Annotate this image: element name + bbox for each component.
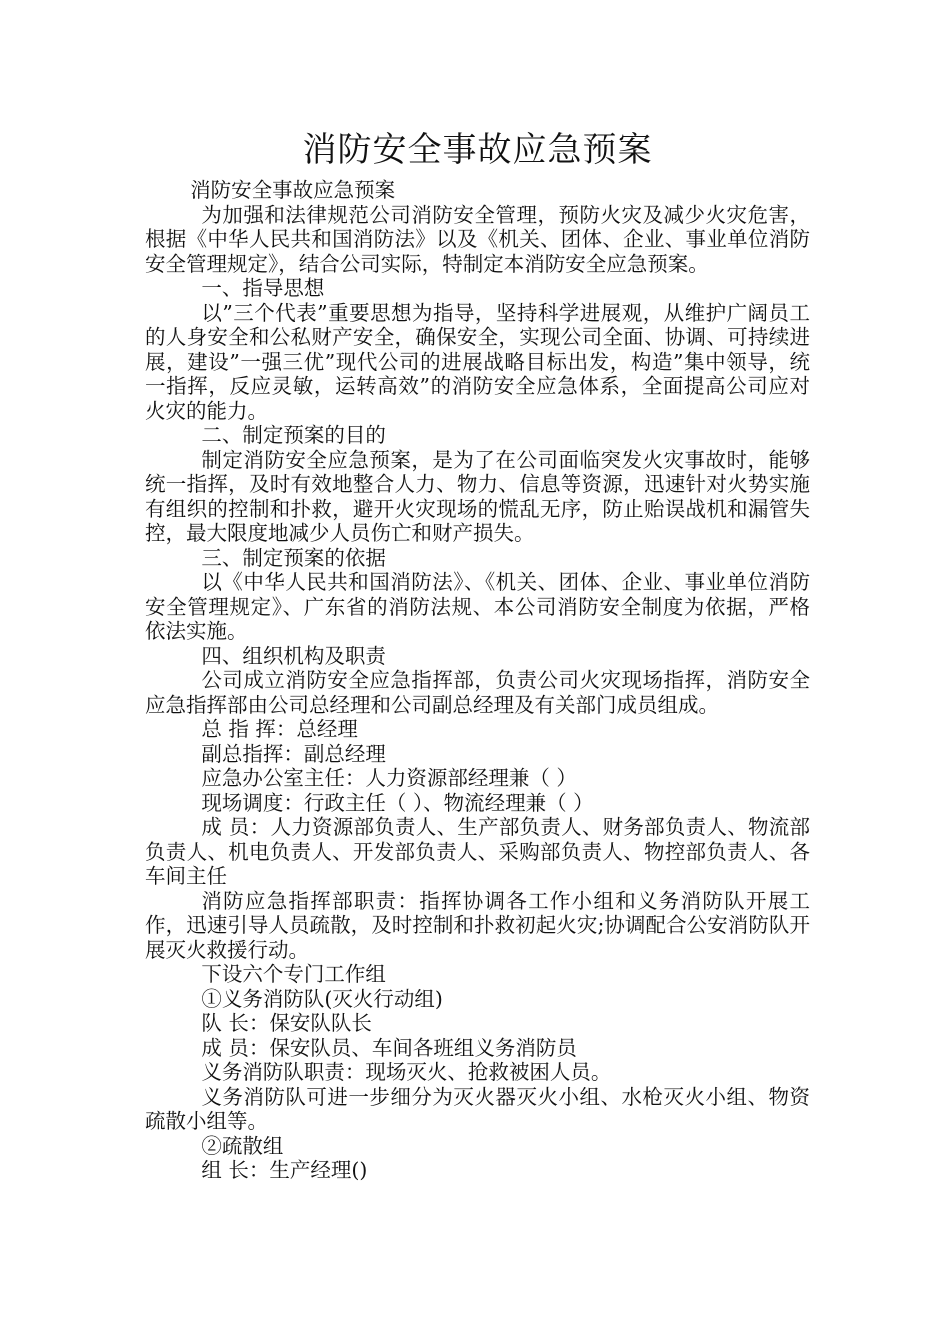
role-line: 应急办公室主任：人力资源部经理兼（ ） xyxy=(201,766,577,790)
paragraph: 义务消防队职责：现场灭火、抢救被困人员。 xyxy=(201,1060,612,1084)
section-heading: 一、指导思想 xyxy=(201,276,325,300)
role-line: 现场调度：行政主任（ ）、物流经理兼（ ） xyxy=(201,790,594,815)
document-title: 消防安全事故应急预案 xyxy=(302,130,653,170)
paragraph: 为加强和法律规范公司消防安全管理，预防火灾及减少火灾危害，根据《中华人民共和国消防法》以及《机关、团体、企业、事业单位消防安全管理规定》，结合公司实际，特制定本消防安全应急预案。 xyxy=(145,202,810,276)
paragraph: 义务消防队可进一步细分为灭火器灭火小组、水枪灭火小组、物资疏散小组等。 xyxy=(145,1084,810,1133)
section-heading: 三、制定预案的依据 xyxy=(201,545,386,570)
role-line: 成 员：保安队员、车间各班组义务消防员 xyxy=(201,1035,577,1060)
section-heading: 四、组织机构及职责 xyxy=(201,643,386,668)
role-line: 组 长：生产经理() xyxy=(201,1158,368,1182)
paragraph: 公司成立消防安全应急指挥部，负责公司火灾现场指挥，消防安全应急指挥部由公司总经理和公司副总经理及有关部门成员组成。 xyxy=(145,668,810,717)
section-heading: 二、制定预案的目的 xyxy=(201,423,386,447)
paragraph: 制定消防安全应急预案，是为了在公司面临突发火灾事故时，能够统一指挥，及时有效地整合人力、物力、信息等资源，迅速针对火势实施有组织的控制和扑救，避开火灾现场的慌乱无序，防止贻误战机和漏管失控，最大限度地减少人员伤亡和财产损失。 xyxy=(145,447,810,545)
group-heading: ②疏散组 xyxy=(201,1133,284,1158)
paragraph: 消防应急指挥部职责：指挥协调各工作小组和义务消防队开展工作，迅速引导人员疏散，及时控制和扑救初起火灾;协调配合公安消防队开展灭火救援行动。 xyxy=(145,888,810,962)
role-line: 成 员：人力资源部负责人、生产部负责人、财务部负责人、物流部负责人、机电负责人、开发部负责人、采购部负责人、物控部负责人、各车间主任 xyxy=(145,815,810,888)
paragraph: 以”三个代表”重要思想为指导，坚持科学进展观，从维护广阔员工的人身安全和公私财产安全，确保安全，实现公司全面、协调、可持续进展，建设”一强三优”现代公司的进展战略目标出发，构造”集中领导，统一指挥，反应灵敏，运转高效”的消防安全应急体系，全面提高公司应对火灾的能力。 xyxy=(145,300,810,423)
document-subtitle: 消防安全事故应急预案 xyxy=(190,178,396,202)
paragraph: 以《中华人民共和国消防法》、《机关、团体、企业、事业单位消防安全管理规定》、广东省的消防法规、本公司消防安全制度为依据，严格依法实施。 xyxy=(145,570,810,643)
role-line: 总 指 挥：总经理 xyxy=(201,717,358,741)
role-line: 副总指挥：副总经理 xyxy=(201,741,386,766)
document-page xyxy=(145,126,810,1183)
paragraph: 下设六个专门工作组 xyxy=(201,962,386,986)
role-line: 队 长：保安队队长 xyxy=(201,1011,372,1035)
group-heading: ①义务消防队(灭火行动组) xyxy=(201,986,443,1011)
